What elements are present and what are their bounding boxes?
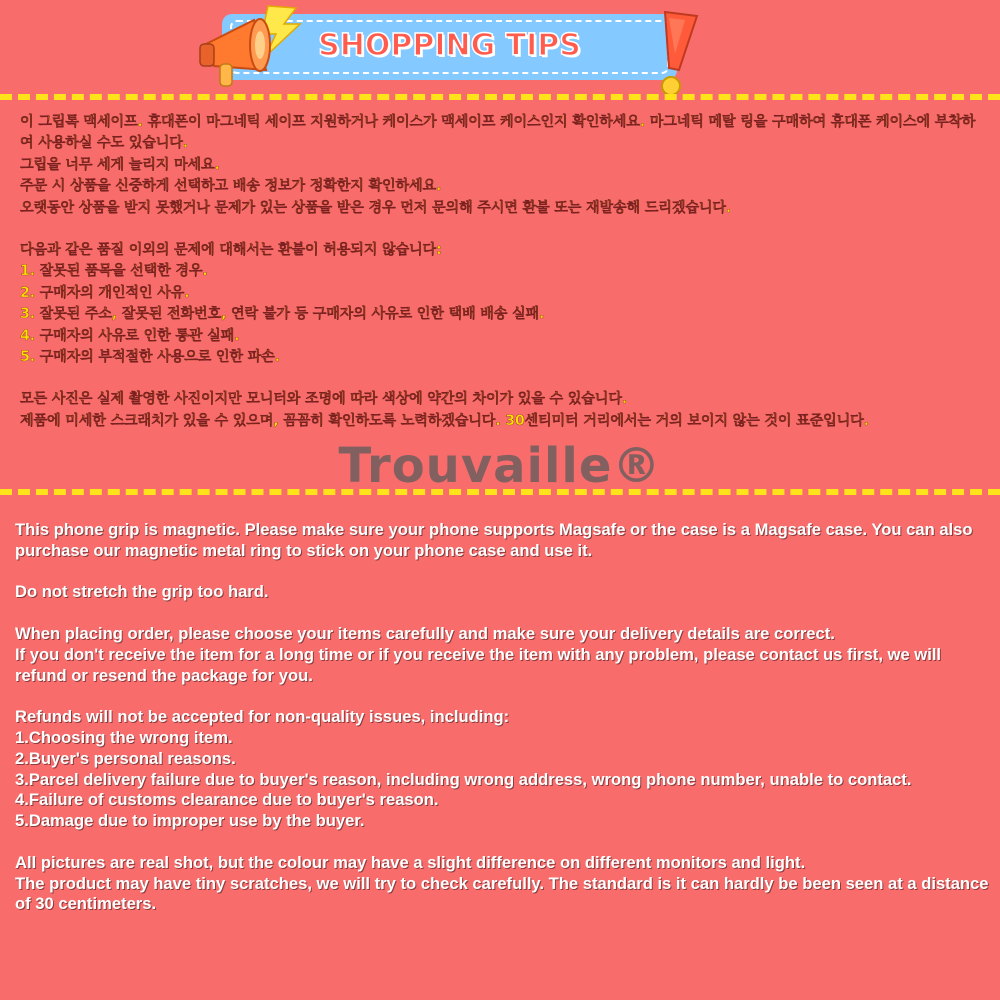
en-magnetic-note: This phone grip is magnetic. Please make sure your phone supports Magsafe or the case is a Magsafe case. You can also purchase our magnetic metal ring to stick on your phone case and use it. xyxy=(15,520,973,560)
kr-order-note: 주문 시 상품을 신중하게 선택하고 배송 정보가 정확한지 확인하세요. xyxy=(20,178,442,195)
divider-top xyxy=(0,94,1000,100)
kr-refund-item: 1. 잘못된 품목을 선택한 경우. xyxy=(20,263,208,280)
banner-title: SHOPPING TIPS xyxy=(318,28,581,63)
kr-scratches-note: 제품에 미세한 스크래치가 있을 수 있으며, 꼼꼼히 확인하도록 노력하겠습니다. 30센티미터 거리에서는 거의 보이지 않는 것이 표준입니다. xyxy=(20,412,869,429)
kr-contact-note: 오랫동안 상품을 받지 못했거나 문제가 있는 상품을 받은 경우 먼저 문의해 주시면 환불 또는 재발송해 드리겠습니다. xyxy=(20,199,732,216)
en-refund-item: 1.Choosing the wrong item. xyxy=(15,727,233,747)
kr-magnetic-note: 이 그립톡 맥세이프. 휴대폰이 마그네틱 세이프 지원하거나 케이스가 맥세이프 케이스인지 확인하세요. 마그네틱 메탈 링을 구매하여 휴대폰 케이스에 부착하여 사용하실 수도 있습니다. xyxy=(20,114,976,152)
kr-refund-item: 4. 구매자의 사유로 인한 통관 실패. xyxy=(20,327,240,344)
brand-watermark: Trouvaille® xyxy=(338,438,662,494)
en-refunds-intro: Refunds will not be accepted for non-quality issues, including: xyxy=(15,707,510,727)
kr-refund-item: 5. 구매자의 부적절한 사용으로 인한 파손. xyxy=(20,349,280,366)
en-contact-note: If you don't receive the item for a long time or if you receive the item with any problem, please contact us first, we will refund or resend the package for you. xyxy=(15,644,942,685)
english-tips xyxy=(15,520,990,915)
en-scratches-note: The product may have tiny scratches, we will try to check carefully. The standard is it can hardly be been seen at a distance of 30 centimeters. xyxy=(15,873,989,914)
kr-refund-item: 2. 구매자의 개인적인 사유. xyxy=(20,284,190,301)
en-refund-item: 2.Buyer's personal reasons. xyxy=(15,748,236,768)
kr-refund-item: 3. 잘못된 주소, 잘못된 전화번호, 연락 불가 등 구매자의 사유로 인한 택배 배송 실패. xyxy=(20,306,545,323)
en-stretch-note: Do not stretch the grip too hard. xyxy=(15,582,269,602)
kr-refunds-intro: 다음과 같은 품질 이외의 문제에 대해서는 환불이 허용되지 않습니다: xyxy=(20,242,442,259)
korean-tips xyxy=(20,112,985,432)
megaphone-icon xyxy=(196,4,306,94)
en-refund-item: 3.Parcel delivery failure due to buyer's reason, including wrong address, wrong phone number, unable to contact. xyxy=(15,769,912,789)
en-order-note: When placing order, please choose your items carefully and make sure your delivery details are correct. xyxy=(15,623,835,643)
kr-stretch-note: 그립을 너무 세게 늘리지 마세요. xyxy=(20,156,220,173)
en-pictures-note: All pictures are real shot, but the colour may have a slight difference on different monitors and light. xyxy=(15,852,806,872)
en-refund-item: 5.Damage due to improper use by the buyer. xyxy=(15,811,365,831)
kr-pictures-note: 모든 사진은 실제 촬영한 사진이지만 모니터와 조명에 따라 색상에 약간의 차이가 있을 수 있습니다. xyxy=(20,391,628,408)
divider-middle xyxy=(0,489,1000,495)
en-refund-item: 4.Failure of customs clearance due to buyer's reason. xyxy=(15,790,439,810)
exclamation-icon xyxy=(645,8,705,100)
